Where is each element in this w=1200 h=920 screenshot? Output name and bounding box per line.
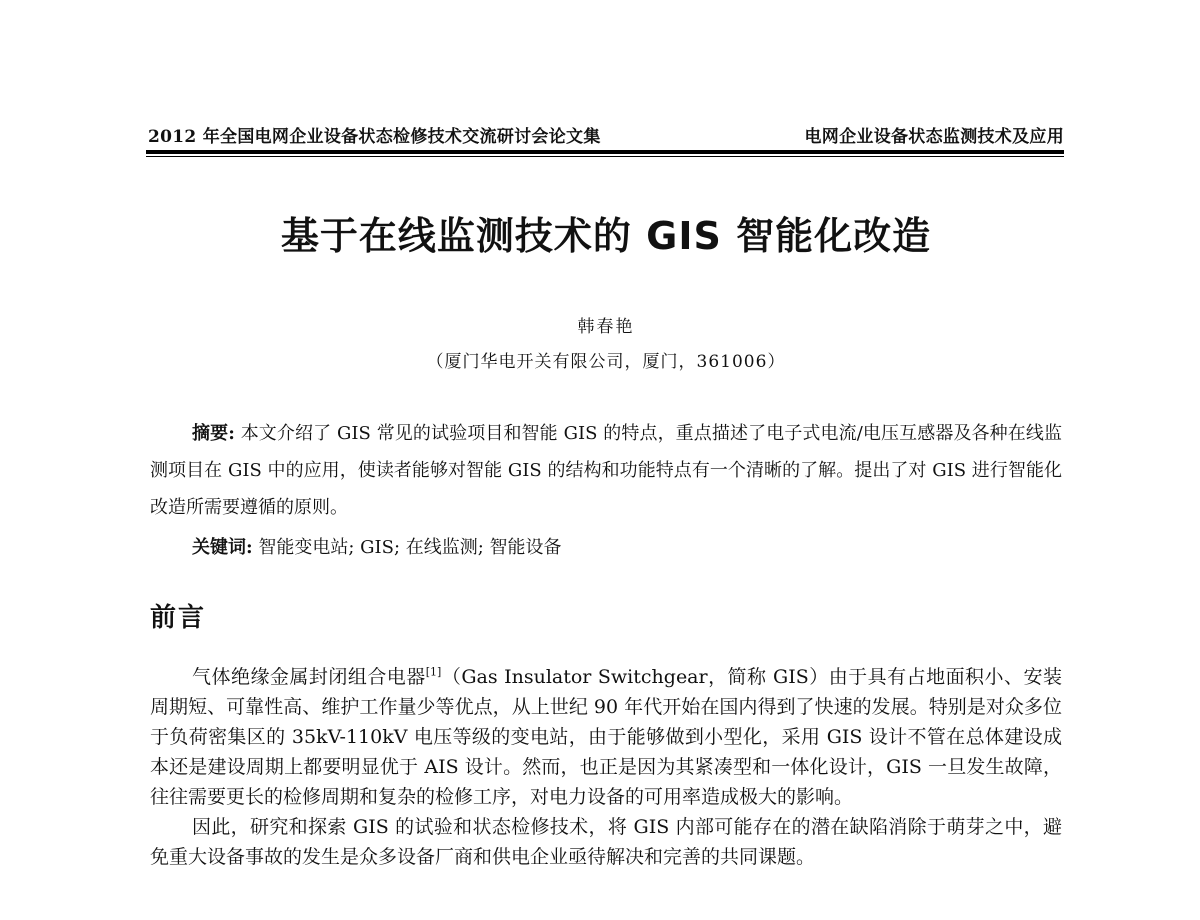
header-rule-thin: [146, 156, 1064, 157]
keywords: [192, 533, 1062, 563]
running-header: [148, 122, 1064, 147]
paper-affiliation: （厦门华电开关有限公司，厦门，361006）: [426, 352, 786, 372]
abstract-label: 摘要:: [192, 423, 235, 444]
header-rule-thick: [146, 150, 1064, 154]
paragraph-text: （Gas Insulator Switchgear，简称 GIS）由于具有占地面积小、安装周期短、可靠性高、维护工作量少等优点，从上世纪 90 年代开始在国内得到了快速的发展。特别是对众多位于负荷密集区的 35kV-110kV 电压等级的变电站，由于能够做到小型化，采用 GIS 设计不管在总体建设成本还是建设周期上都要明显优于 AIS 设计。然而，也正是因为其紧凑型和一体化设计，GIS 一旦发生故障，往往需要更长的检修周期和复杂的检修工序，对电力设备的可用率造成极大的影响。: [150, 666, 1062, 808]
section-heading-preface: 前言: [150, 603, 207, 633]
abstract-text: 本文介绍了 GIS 常见的试验项目和智能 GIS 的特点，重点描述了电子式电流/电压互感器及各种在线监测项目在 GIS 中的应用，使读者能够对智能 GIS 的结构和功能特点有一个清晰的了解。提出了对 GIS 进行智能化改造所需要遵循的原则。: [150, 423, 1062, 518]
paper-author: 韩春艳: [577, 317, 635, 337]
header-proceedings-title: 2012 年全国电网企业设备状态检修技术交流研讨会论文集: [148, 127, 601, 147]
abstract: [150, 415, 1062, 526]
keywords-label: 关键词:: [192, 537, 253, 558]
header-section-title: 电网企业设备状态监测技术及应用: [804, 127, 1064, 147]
keywords-text: 智能变电站; GIS; 在线监测; 智能设备: [252, 537, 562, 558]
paragraph: [150, 662, 1062, 812]
paragraph-text: 气体绝缘金属封闭组合电器: [192, 666, 426, 688]
paragraph: 因此，研究和探索 GIS 的试验和状态检修技术，将 GIS 内部可能存在的潜在缺陷消除于萌芽之中，避免重大设备事故的发生是众多设备厂商和供电企业亟待解决和完善的共同课题。: [150, 816, 1062, 868]
citation-reference[interactable]: [1]: [425, 665, 442, 679]
paper-title: 基于在线监测技术的 GIS 智能化改造: [280, 214, 932, 258]
preface-body: [150, 662, 1062, 872]
